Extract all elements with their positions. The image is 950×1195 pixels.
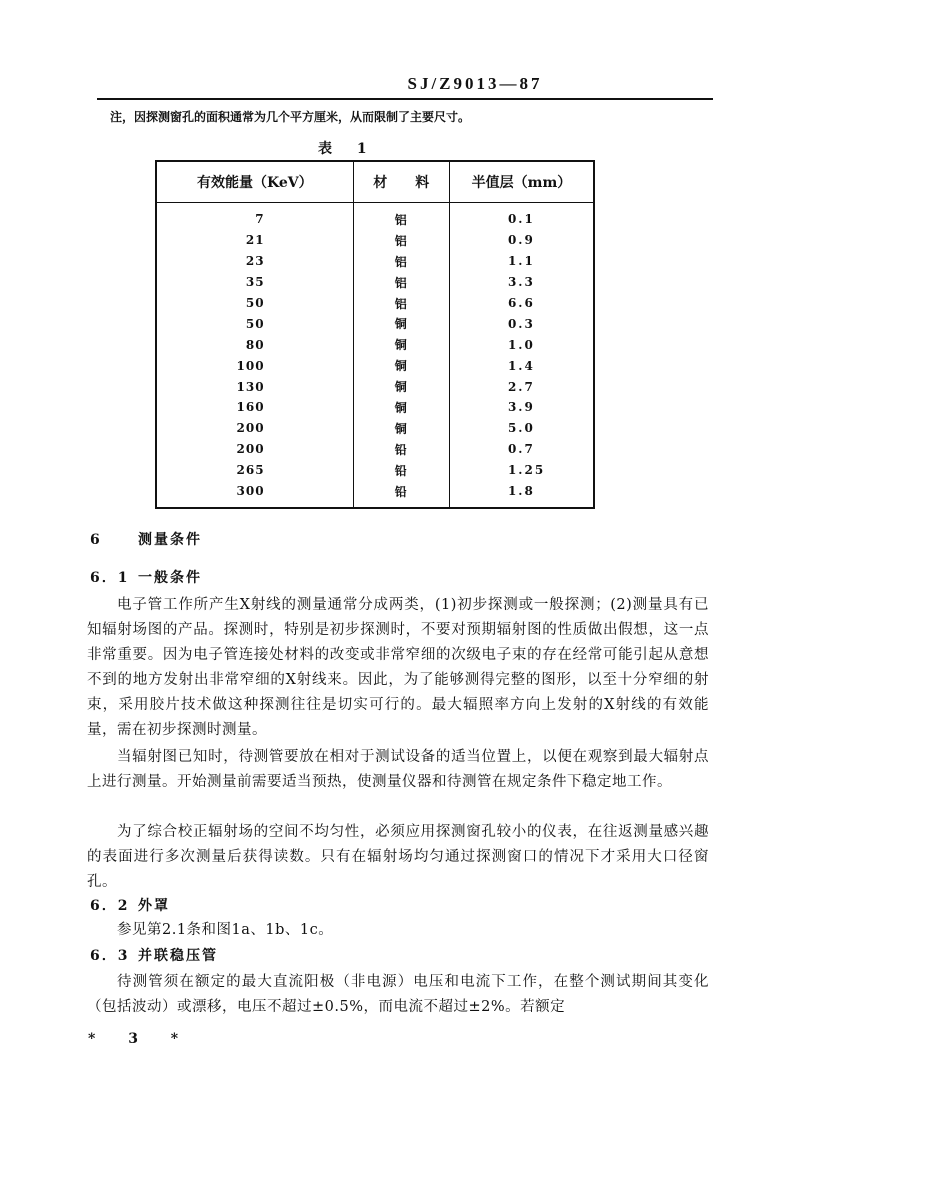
material-cell: 铜 — [353, 418, 449, 439]
table-row — [156, 251, 594, 272]
table-body — [156, 203, 594, 509]
material-cell: 铜 — [353, 376, 449, 397]
half-value-layer-cell: 0.7 — [507, 442, 535, 457]
energy-cell: 50 — [156, 293, 353, 314]
header-rule — [97, 98, 713, 100]
table-caption: 表 1 — [318, 141, 377, 157]
half-value-layer-cell: 1.1 — [507, 254, 535, 269]
energy-cell: 80 — [156, 334, 353, 355]
section-title: 测量条件 — [138, 532, 202, 548]
energy-cell: 300 — [156, 481, 353, 509]
header-energy: 有效能量（KeV） — [156, 161, 353, 203]
table-row — [156, 418, 594, 439]
material-cell: 铝 — [353, 293, 449, 314]
section-title: 外罩 — [138, 898, 170, 914]
section-number: 6．2 — [90, 898, 130, 914]
table-header-row — [156, 161, 594, 203]
energy-cell: 21 — [156, 230, 353, 251]
section-6-heading — [90, 529, 202, 549]
material-cell: 铝 — [353, 203, 449, 230]
table-row — [156, 460, 594, 481]
section-6-3-heading — [90, 945, 218, 965]
material-cell: 铅 — [353, 481, 449, 509]
page-number: * 3 * — [88, 1031, 193, 1047]
half-value-layer-cell: 1.0 — [507, 337, 535, 352]
data-table — [155, 160, 595, 509]
table-note: 注，因探测窗孔的面积通常为几个平方厘米，从而限制了主要尺寸。 — [110, 110, 471, 124]
material-cell: 铝 — [353, 230, 449, 251]
table-row — [156, 313, 594, 334]
document-code: SJ/Z9013—87 — [407, 74, 543, 93]
material-cell: 铝 — [353, 272, 449, 293]
material-cell: 铅 — [353, 439, 449, 460]
half-value-layer-cell: 5.0 — [507, 421, 535, 436]
section-number: 6．3 — [90, 948, 130, 964]
section-title: 一般条件 — [138, 570, 202, 586]
table-row — [156, 293, 594, 314]
header-half-value-layer: 半值层（mm） — [449, 161, 594, 203]
table-row — [156, 397, 594, 418]
paragraph: 当辐射图已知时，待测管要放在相对于测试设备的适当位置上，以便在观察到最大辐射点上进行测量。开始测量前需要适当预热，使测量仪器和待测管在规定条件下稳定地工作。 — [87, 749, 709, 790]
material-cell: 铝 — [353, 251, 449, 272]
header-material: 材 料 — [353, 161, 449, 203]
energy-cell: 265 — [156, 460, 353, 481]
material-cell: 铅 — [353, 460, 449, 481]
half-value-layer-cell: 0.1 — [507, 212, 535, 227]
half-value-layer-cell: 3.9 — [507, 400, 535, 415]
section-6-1-heading — [90, 567, 202, 587]
energy-cell: 50 — [156, 313, 353, 334]
paragraph: 参见第2.1条和图1a、1b、1c。 — [117, 922, 334, 938]
material-cell: 铜 — [353, 334, 449, 355]
section-number: 6 — [90, 532, 102, 548]
table-row — [156, 481, 594, 509]
energy-cell: 100 — [156, 355, 353, 376]
table-row — [156, 334, 594, 355]
half-value-layer-cell: 1.25 — [507, 463, 546, 478]
section-title: 并联稳压管 — [138, 948, 218, 964]
energy-cell: 35 — [156, 272, 353, 293]
material-cell: 铜 — [353, 355, 449, 376]
energy-cell: 200 — [156, 439, 353, 460]
energy-cell: 200 — [156, 418, 353, 439]
material-cell: 铜 — [353, 397, 449, 418]
table-row — [156, 376, 594, 397]
material-cell: 铜 — [353, 313, 449, 334]
table-row — [156, 439, 594, 460]
paragraph: 为了综合校正辐射场的空间不均匀性，必须应用探测窗孔较小的仪表，在往返测量感兴趣的表面进行多次测量后获得读数。只有在辐射场均匀通过探测窗口的情况下才采用大口径窗孔。 — [87, 824, 709, 890]
table-row — [156, 203, 594, 230]
table-row — [156, 230, 594, 251]
section-number: 6．1 — [90, 570, 130, 586]
table-row — [156, 272, 594, 293]
energy-cell: 7 — [156, 203, 353, 230]
energy-cell: 130 — [156, 376, 353, 397]
half-value-layer-cell: 2.7 — [507, 379, 535, 394]
section-6-2-heading — [90, 895, 170, 915]
half-value-layer-cell: 3.3 — [507, 275, 535, 290]
energy-cell: 23 — [156, 251, 353, 272]
paragraph: 待测管须在额定的最大直流阳极（非电源）电压和电流下工作，在整个测试期间其变化（包括波动）或漂移，电压不超过±0.5%，而电流不超过±2%。若额定 — [87, 974, 709, 1015]
energy-cell: 160 — [156, 397, 353, 418]
half-value-layer-cell: 6.6 — [507, 296, 535, 310]
paragraph: 电子管工作所产生X射线的测量通常分成两类，(1)初步探测或一般探测；(2)测量具有已知辐射场图的产品。探测时，特别是初步探测时，不要对预期辐射图的性质做出假想，这一点非常重要。因为电子管连接处材料的改变或非常窄细的次级电子束的存在经常可能引起从意想不到的地方发射出非常窄细的X射线来。因此，为了能够测得完整的图形，以至十分窄细的射束，采用胶片技术做这种探测往往是切实可行的。最大辐照率方向上发射的X射线的有效能量，需在初步探测时测量。 — [87, 597, 709, 738]
half-value-layer-cell: 0.3 — [507, 316, 535, 331]
table-row — [156, 355, 594, 376]
half-value-layer-cell: 0.9 — [507, 233, 535, 248]
half-value-layer-cell: 1.4 — [507, 358, 535, 373]
half-value-layer-cell: 1.8 — [507, 484, 535, 499]
